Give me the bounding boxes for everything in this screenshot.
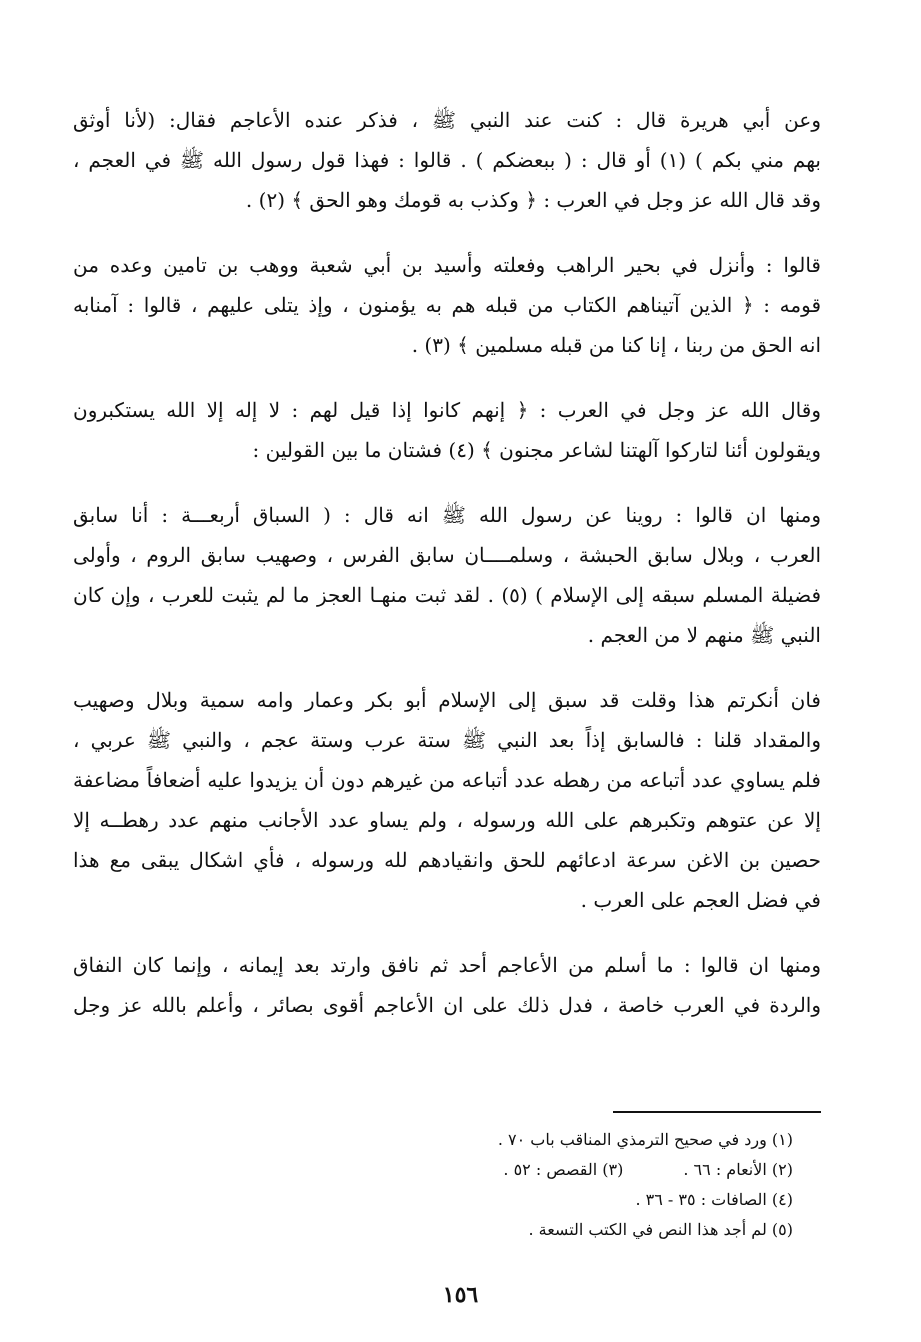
- text-line: فلم يساوي عدد أتباعه من رهطه عدد أتباعه من غيرهم دون أن يزيدوا عليه أضعافاً مضاعفة: [73, 768, 821, 792]
- text-line: ويقولون أئنا لتاركوا آلهتنا لشاعر مجنون ﴾ (٤) فشتان ما بين القولين :: [252, 438, 821, 462]
- text-line: وعن أبي هريرة قال : كنت عند النبي ﷺ ، فذكر عنده الأعاجم فقال: (لأنا أوثق: [73, 108, 821, 132]
- footnote-4: (٤) الصافات : ٣٥ - ٣٦ .: [635, 1190, 793, 1209]
- text-line: حصين بن الاغن سرعة ادعائهم للحق وانقيادهم لله ورسوله ، فأي اشكال يبقى مع هذا: [73, 848, 821, 872]
- text-line: ومنها ان قالوا : روينا عن رسول الله ﷺ انه قال : ( السباق أربعـــة : أنا سابق: [73, 503, 821, 527]
- footnote-1: (١) ورد في صحيح الترمذي المناقب باب ٧٠ .: [497, 1130, 793, 1149]
- footnotes: [233, 1125, 793, 1245]
- text-line: فان أنكرتم هذا وقلت قد سبق إلى الإسلام أبو بكر وعمار وامه سمية وبلال وصهيب: [73, 688, 821, 712]
- footnote-divider: [613, 1111, 821, 1113]
- text-line: ومنها ان قالوا : ما أسلم من الأعاجم أحد ثم نافق وارتد بعد إيمانه ، وإنما كان النفاق: [73, 953, 821, 977]
- footnote-5: (٥) لم أجد هذا النص في الكتب التسعة .: [528, 1220, 793, 1239]
- page-number: ١٥٦: [442, 1282, 479, 1308]
- main-text: [73, 100, 821, 1050]
- footnote-row-2-3: [233, 1155, 793, 1185]
- paragraph-5: [73, 680, 821, 920]
- paragraph-3: [73, 390, 821, 470]
- text-line: إلا عن عتوهم وتكبرهم على الله ورسوله ، ولم يساو عدد الأجانب منهم عدد رهطــه إلا: [73, 808, 821, 832]
- text-line: وقد قال الله عز وجل في العرب : ﴿ وكذب به قومك وهو الحق ﴾ (٢) .: [245, 188, 821, 212]
- text-line: قومه : ﴿ الذين آتيناهم الكتاب من قبله هم به يؤمنون ، وإذ يتلى عليهم ، قالوا : آمنابه: [73, 293, 821, 317]
- text-line: في فضل العجم على العرب .: [580, 888, 821, 912]
- text-line: بهم مني بكم ) (١) أو قال : ( ببعضكم ) . قالوا : فهذا قول رسول الله ﷺ في العجم ،: [73, 148, 821, 172]
- paragraph-2: [73, 245, 821, 365]
- text-line: والمقداد قلنا : فالسابق إذاً بعد النبي ﷺ ستة عرب وستة عجم ، والنبي ﷺ عربي ،: [73, 728, 821, 752]
- text-line: النبي ﷺ منهم لا من العجم .: [587, 623, 821, 647]
- text-line: والردة في العرب خاصة ، فدل ذلك على ان الأعاجم أقوى بصائر ، وأعلم بالله عز وجل: [73, 993, 821, 1017]
- paragraph-6: [73, 945, 821, 1025]
- text-line: العرب ، وبلال سابق الحبشة ، وسلمــــان سابق الفرس ، وصهيب سابق الروم ، وأولى: [73, 543, 821, 567]
- text-line: فضيلة المسلم سبقه إلى الإسلام ) (٥) . لقد ثبت منهـا العجز ما لم يثبت للعرب ، وإن كان: [73, 583, 821, 607]
- text-line: وقال الله عز وجل في العرب : ﴿ إنهم كانوا إذا قيل لهم : لا إله إلا الله يستكبرون: [73, 398, 821, 422]
- footnote-2: (٢) الأنعام : ٦٦ .: [683, 1160, 793, 1179]
- paragraph-1: [73, 100, 821, 220]
- text-line: قالوا : وأنزل في بحير الراهب وفعلته وأسيد بن أبي شعبة ووهب بن تامين وعده من: [73, 253, 821, 277]
- footnote-3: (٣) القصص : ٥٢ .: [503, 1160, 624, 1179]
- text-line: انه الحق من ربنا ، إنا كنا من قبله مسلمين ﴾ (٣) .: [411, 333, 821, 357]
- paragraph-4: [73, 495, 821, 655]
